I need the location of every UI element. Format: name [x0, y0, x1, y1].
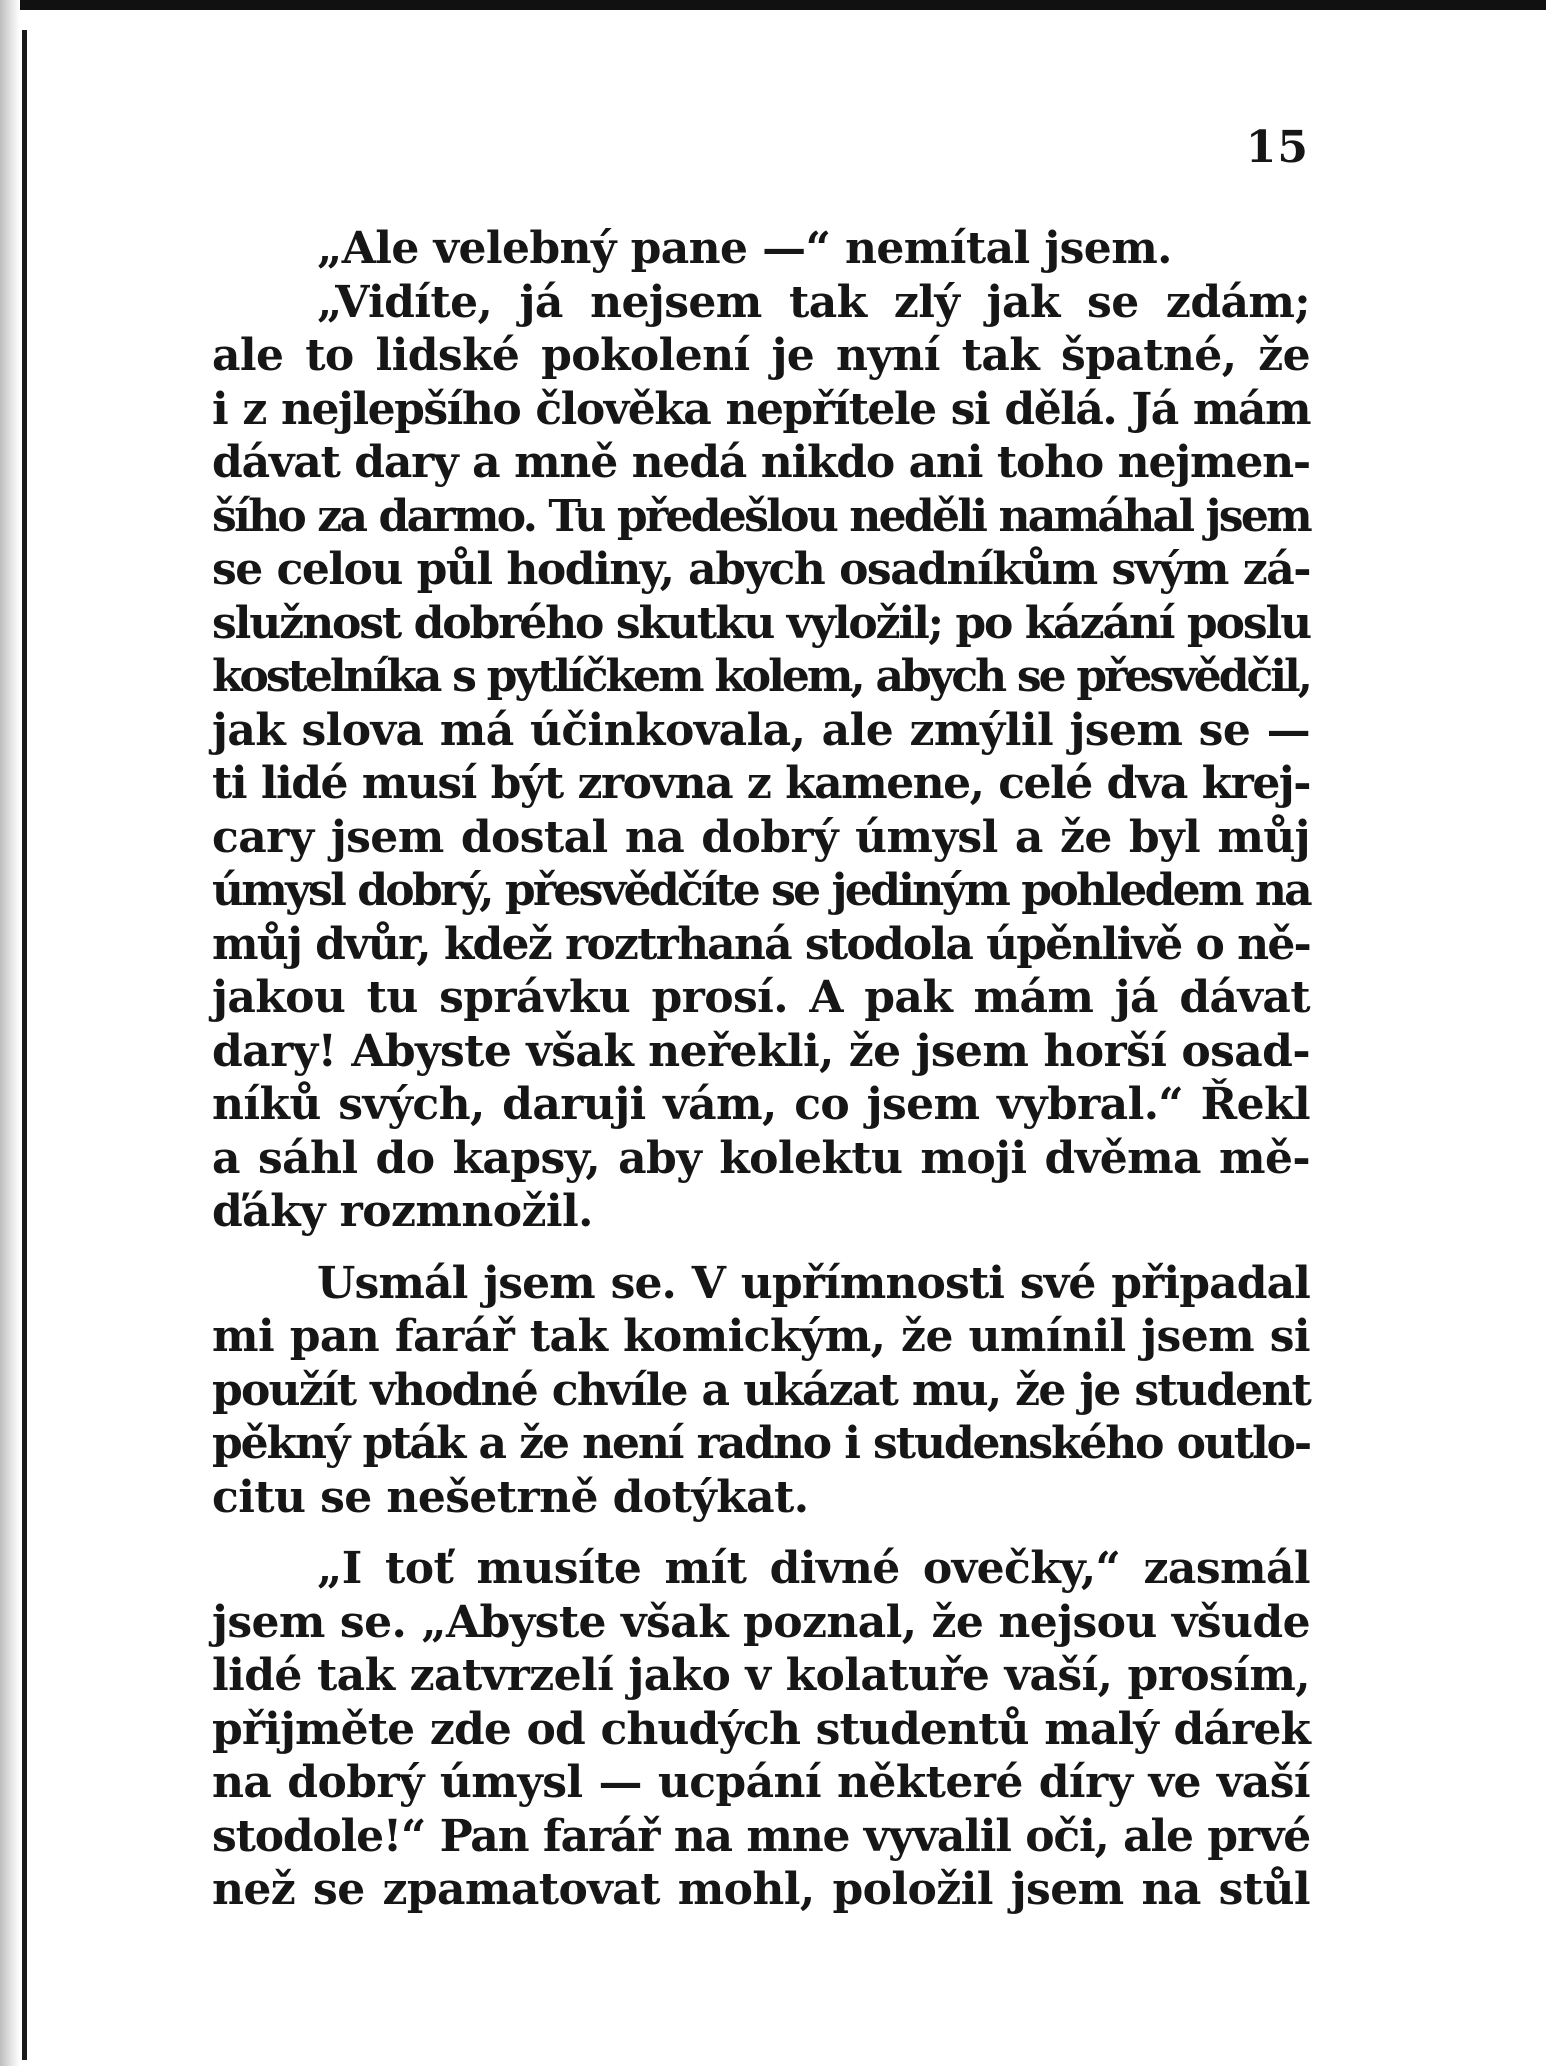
body-text: [212, 222, 1310, 1917]
text-line: „I toť musíte mít divné ovečky,“ zasmál: [317, 1543, 1310, 1594]
text-line: než se zpamatovat mohl, položil jsem na stůl: [212, 1864, 1310, 1915]
text-line: ďáky rozmnožil.: [212, 1186, 593, 1237]
text-line: „Vidíte, já nejsem tak zlý jak se zdám;: [317, 276, 1310, 328]
text-line: Usmál jsem se. V upřímnosti své připadal: [317, 1257, 1310, 1309]
text-line: jak slova má účinkovala, ale zmýlil jsem se —: [212, 704, 1310, 756]
text-line: dávat dary a mně nedá nikdo ani toho nejmen-: [212, 437, 1310, 488]
text-line: pěkný pták a že není radno i studenského outlo-: [212, 1418, 1310, 1469]
text-line: můj dvůr, kdež roztrhaná stodola úpěnlivě o ně-: [212, 918, 1310, 970]
paragraph-gap: [212, 1524, 1310, 1542]
text-line: na dobrý úmysl — ucpání některé díry ve vaší: [212, 1757, 1310, 1808]
page-number: 15: [1245, 122, 1309, 173]
text-line: i z nejlepšího člověka nepřítele si dělá. Já mám: [212, 383, 1310, 435]
text-line: „Ale velebný pane —“ nemítal jsem.: [317, 223, 1172, 274]
text-line: lidé tak zatvrzelí jako v kolatuře vaší, prosím,: [212, 1650, 1310, 1701]
text-line: jsem se. „Abyste však poznal, že nejsou všude: [212, 1596, 1310, 1648]
paragraph: [212, 276, 1310, 1239]
text-line: ti lidé musí být zrovna z kamene, celé dva krej-: [212, 758, 1310, 809]
page-top-edge: [0, 0, 1546, 10]
text-line: jakou tu správku prosí. A pak mám já dávat: [212, 972, 1310, 1023]
text-line: a sáhl do kapsy, aby kolektu moji dvěma mě-: [212, 1132, 1310, 1184]
text-line: cary jsem dostal na dobrý úmysl a že byl můj: [212, 811, 1310, 863]
text-line: kostelníka s pytlíčkem kolem, abych se přesvědčil,: [212, 651, 1310, 702]
paragraph-gap: [212, 1239, 1310, 1257]
text-line: stodole!“ Pan farář na mne vyvalil oči, ale prvé: [212, 1810, 1310, 1862]
text-line: níků svých, daruji vám, co jsem vybral.“ Řekl: [212, 1079, 1310, 1130]
paragraph: [212, 1257, 1310, 1525]
paragraph: [212, 222, 1310, 276]
text-line: mi pan farář tak komickým, že umínil jsem si: [212, 1311, 1310, 1362]
text-line: úmysl dobrý, přesvědčíte se jediným pohledem na: [212, 865, 1310, 916]
text-line: služnost dobrého skutku vyložil; po kázání poslu: [212, 597, 1310, 649]
text-line: dary! Abyste však neřekli, že jsem horší osad-: [212, 1025, 1310, 1077]
text-line: ale to lidské pokolení je nyní tak špatné, že: [212, 330, 1310, 381]
paragraph: [212, 1542, 1310, 1917]
text-line: citu se nešetrně dotýkat.: [212, 1471, 809, 1523]
text-line: se celou půl hodiny, abych osadníkům svým zá-: [212, 544, 1310, 595]
text-line: použít vhodné chvíle a ukázat mu, že je student: [212, 1364, 1310, 1416]
page-binding-shadow: [0, 0, 20, 2066]
text-line: přijměte zde od chudých studentů malý dárek: [212, 1703, 1310, 1755]
text-line: šího za darmo. Tu předešlou neděli namáhal jsem: [212, 490, 1310, 542]
page-left-rule: [22, 30, 27, 2060]
